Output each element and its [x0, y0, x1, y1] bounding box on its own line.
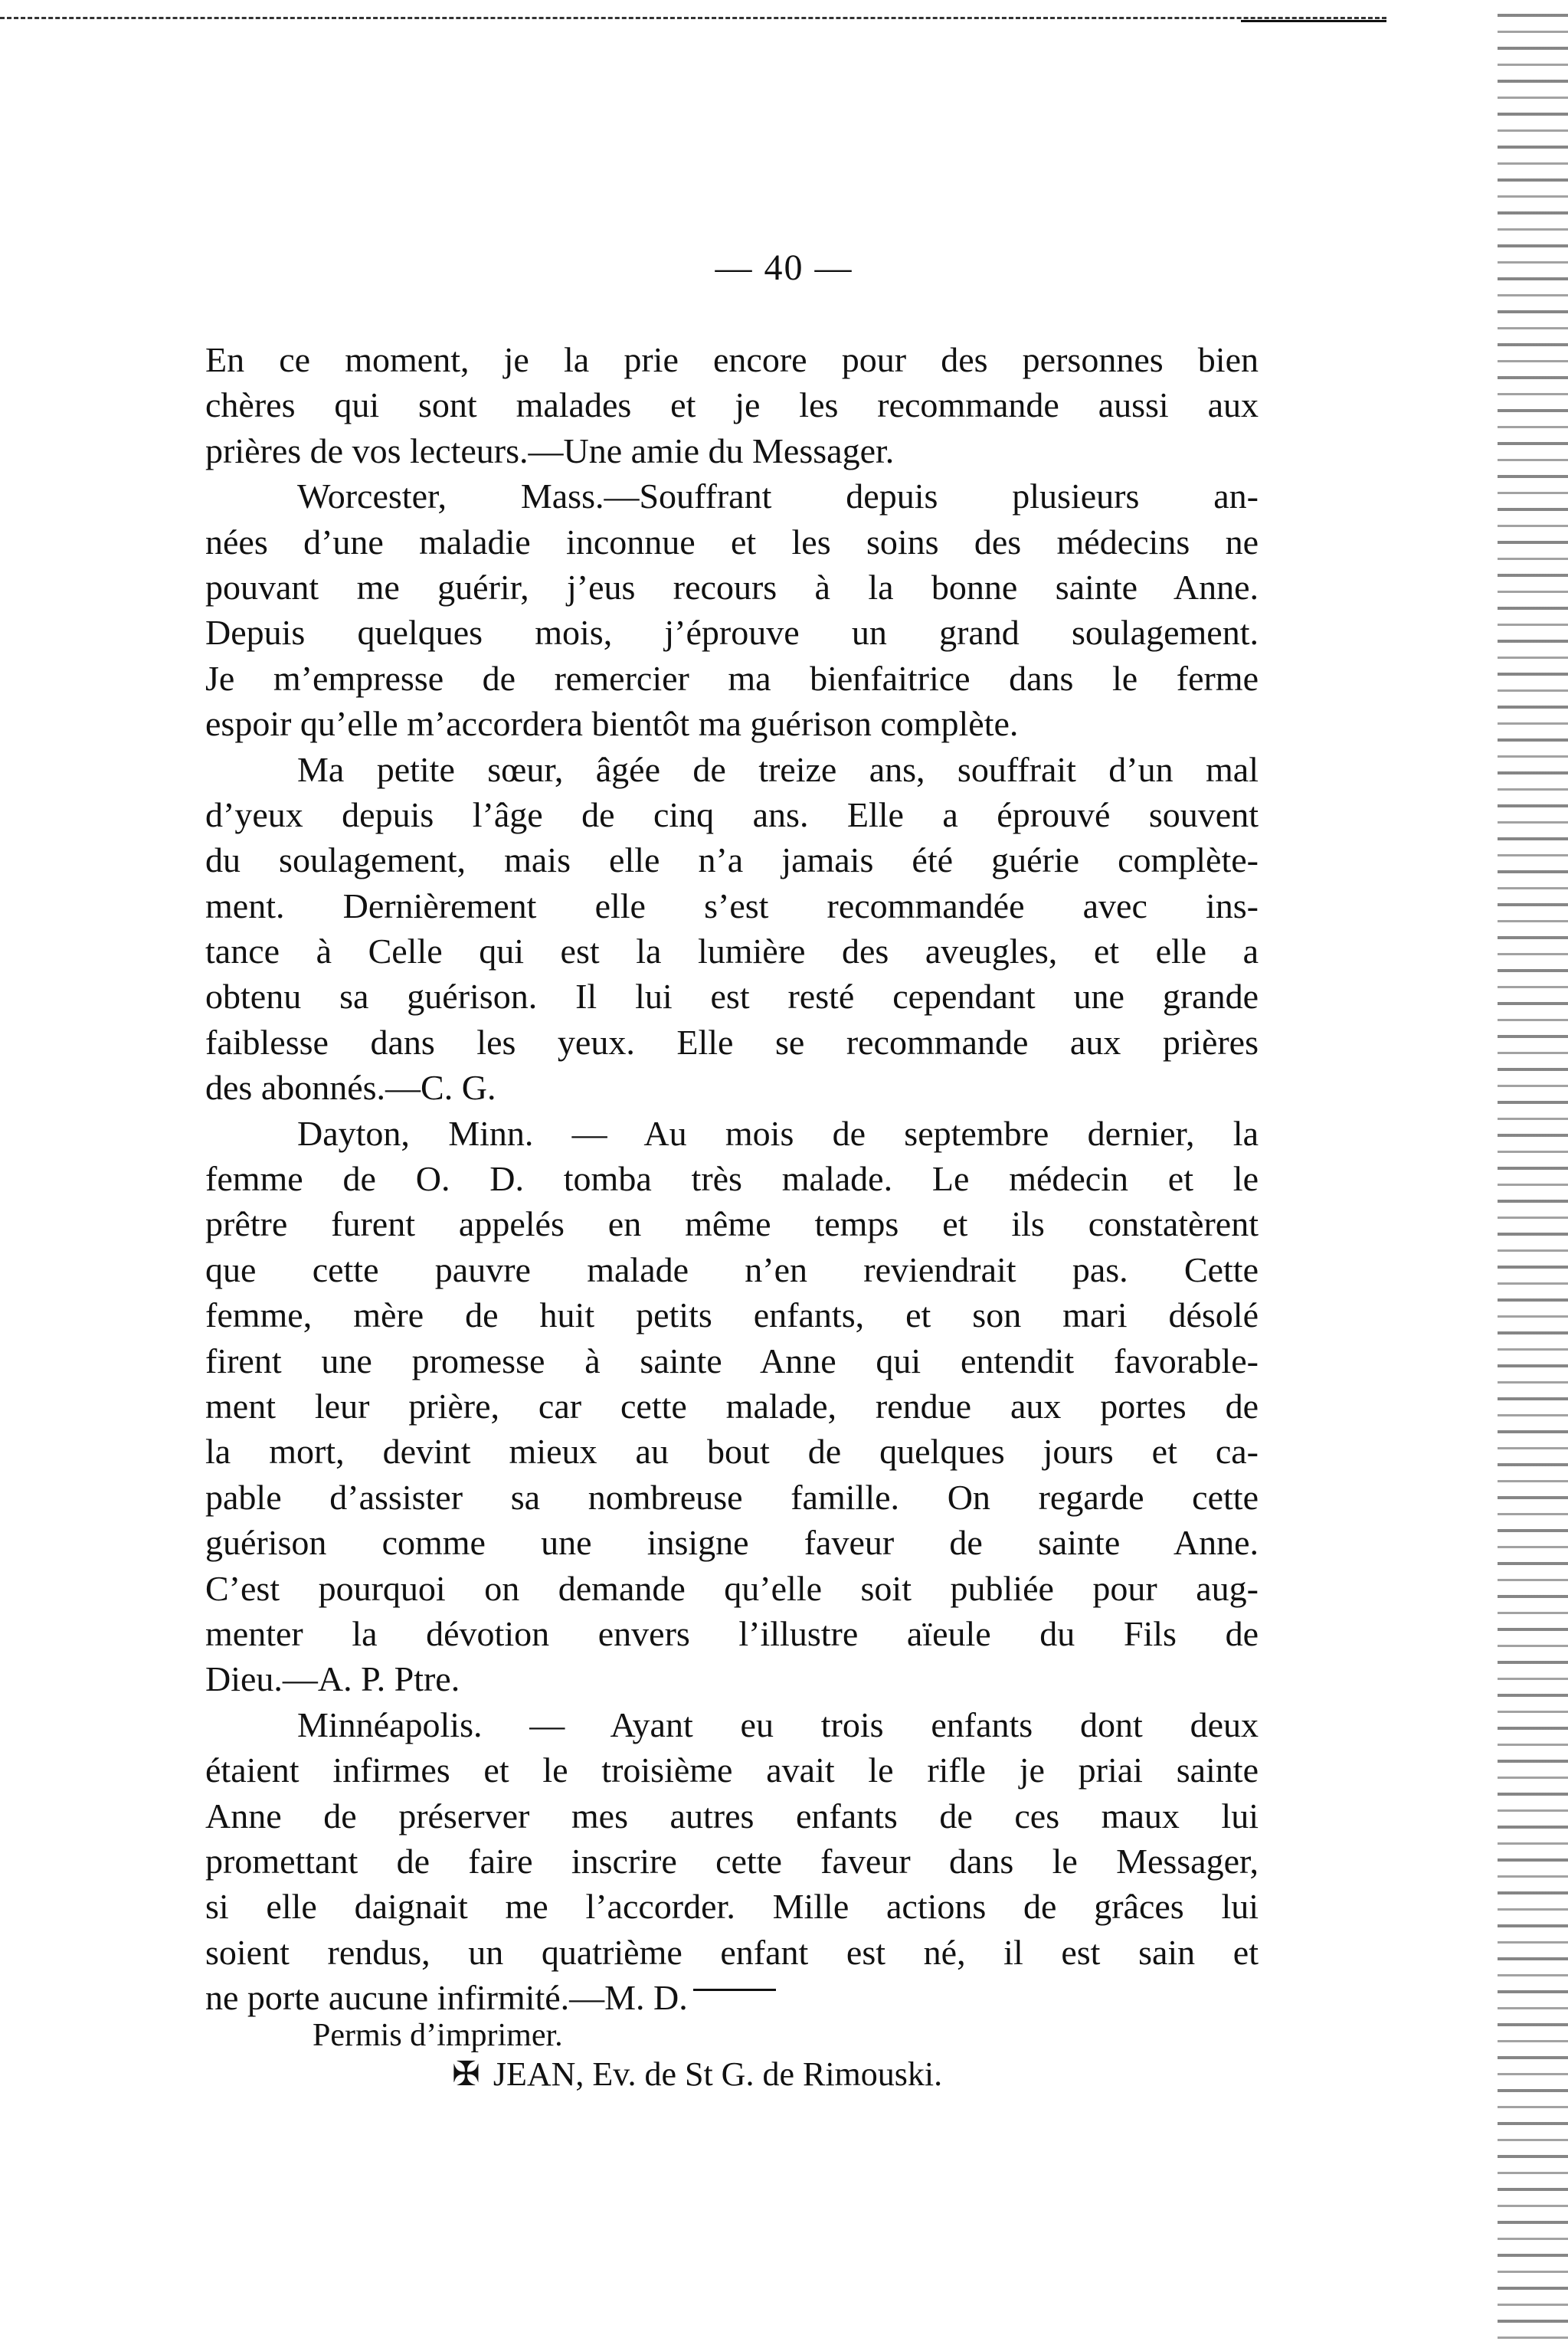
text-line: si elle daignait me l’accorder. Mille actions de grâces lui	[205, 1887, 1259, 1927]
page-number: — 40 —	[715, 247, 853, 288]
text-line: En ce moment, je la prie encore pour des personnes bien	[205, 340, 1259, 379]
text-line: soient rendus, un quatrième enfant est né, il est sain et	[205, 1932, 1259, 1972]
bishop-signature	[452, 2055, 942, 2094]
text-line: Depuis quelques mois, j’éprouve un grand soulagement.	[205, 613, 1259, 653]
text-line: chères qui sont malades et je les recommande aussi aux	[205, 385, 1259, 425]
text-line: ne porte aucune infirmité.—M. D.	[205, 1978, 688, 2018]
text-line: menter la dévotion envers l’illustre aïeule du Fils de	[205, 1613, 1259, 1653]
text-line: ment leur prière, car cette malade, rendue aux portes de	[205, 1386, 1259, 1426]
text-line: firent une promesse à sainte Anne qui entendit favorable-	[205, 1341, 1259, 1380]
text-line: pouvant me guérir, j’eus recours à la bonne sainte Anne.	[205, 567, 1259, 607]
signature-text: JEAN, Ev. de St G. de Rimouski.	[493, 2055, 943, 2093]
text-line: prêtre furent appelés en même temps et ils constatèrent	[205, 1204, 1259, 1244]
text-line: Ma petite sœur, âgée de treize ans, souffrait d’un mal	[297, 749, 1259, 789]
cross-icon: ✠	[452, 2055, 480, 2093]
text-line: C’est pourquoi on demande qu’elle soit publiée pour aug-	[205, 1568, 1259, 1608]
text-line: obtenu sa guérison. Il lui est resté cependant une grande	[205, 977, 1259, 1017]
section-divider	[693, 1989, 776, 1991]
imprimatur-label: Permis d’imprimer.	[313, 2018, 563, 2053]
top-solid-rule	[1241, 20, 1386, 22]
page-binding-edge	[1498, 0, 1568, 2348]
text-line: tance à Celle qui est la lumière des aveugles, et elle a	[205, 932, 1259, 971]
text-line: Je m’empresse de remercier ma bienfaitrice dans le ferme	[205, 658, 1259, 698]
text-line-minneapolis: Minnéapolis. — Ayant eu trois enfants dont deux	[297, 1705, 1259, 1744]
text-line: guérison comme une insigne faveur de sainte Anne.	[205, 1523, 1259, 1563]
text-line: étaient infirmes et le troisième avait le rifle je priai sainte	[205, 1750, 1259, 1790]
top-dashed-rule	[0, 17, 1386, 19]
text-line: femme de O. D. tomba très malade. Le médecin et le	[205, 1159, 1259, 1199]
body-text	[205, 337, 1259, 2020]
text-line: prières de vos lecteurs.—Une amie du Messager.	[205, 431, 895, 470]
text-line-dayton: Dayton, Minn. — Au mois de septembre dernier, la	[297, 1113, 1259, 1153]
text-line: Anne de préserver mes autres enfants de ces maux lui	[205, 1796, 1259, 1836]
text-line: espoir qu’elle m’accordera bientôt ma guérison complète.	[205, 704, 1019, 744]
text-line: la mort, devint mieux au bout de quelques jours et ca-	[205, 1432, 1259, 1472]
text-line: ment. Dernièrement elle s’est recommandée avec ins-	[205, 886, 1259, 925]
text-line: pable d’assister sa nombreuse famille. On regarde cette	[205, 1477, 1259, 1517]
text-line: femme, mère de huit petits enfants, et son mari désolé	[205, 1295, 1259, 1335]
text-line: que cette pauvre malade n’en reviendrait pas. Cette	[205, 1249, 1259, 1289]
text-line: promettant de faire inscrire cette faveur dans le Messager,	[205, 1841, 1259, 1881]
text-line-worcester: Worcester, Mass.—Souffrant depuis plusieurs an-	[297, 476, 1259, 516]
text-line: Dieu.—A. P. Ptre.	[205, 1659, 460, 1699]
text-line: du soulagement, mais elle n’a jamais été guérie complète-	[205, 840, 1259, 880]
text-line: faiblesse dans les yeux. Elle se recommande aux prières	[205, 1022, 1259, 1062]
text-line: nées d’une maladie inconnue et les soins des médecins ne	[205, 522, 1259, 562]
text-line: d’yeux depuis l’âge de cinq ans. Elle a éprouvé souvent	[205, 794, 1259, 834]
text-line: des abonnés.—C. G.	[205, 1068, 496, 1108]
